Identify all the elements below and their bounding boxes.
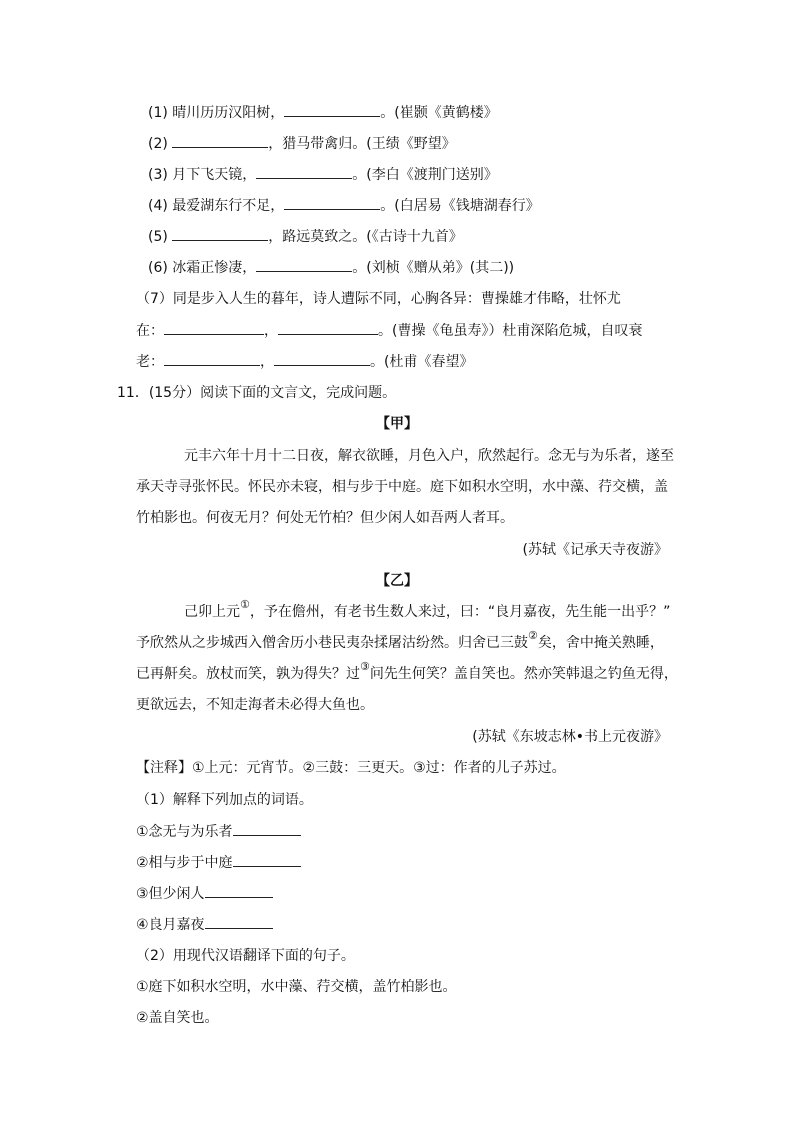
question-11-header: 11．(15分）阅读下面的文言文，完成问题。 xyxy=(117,385,397,401)
poem-item-5: (5) ，路远莫致之。(《古诗十九首》 xyxy=(148,226,463,246)
annotation-notes: 【注释】①上元：元宵节。②三鼓：三更天。③过：作者的儿子苏过。 xyxy=(136,760,566,776)
poem-item-7-line1: （7）同是步入人生的暮年，诗人遭际不同，心胸各异：曹操雄才伟略，壮怀尤 xyxy=(136,291,621,307)
poem-item-1: (1) 晴川历历汉阳树， 。(崔颢《黄鹤楼》 xyxy=(148,102,498,122)
answer-blank[interactable] xyxy=(172,133,268,148)
passage-jia-line: 承天寺寻张怀民。怀民亦未寝，相与步于中庭。庭下如积水空明，水中藻、荇交横，盖 xyxy=(136,479,668,495)
answer-blank[interactable] xyxy=(205,883,273,898)
subquestion-1-title: （1）解释下列加点的词语。 xyxy=(136,792,313,808)
poem-item-3: (3) 月下飞天镜， 。(李白《渡荆门送别》 xyxy=(148,164,498,184)
footnote-marker: ② xyxy=(528,629,538,643)
poem-item-7-line2: 在： ， 。(曹操《龟虽寿》）杜甫深陷危城，自叹衰 xyxy=(136,320,642,340)
passage-jia-line: 竹柏影也。何夜无月？何处无竹柏？但少闲人如吾两人者耳。 xyxy=(136,510,514,526)
answer-blank[interactable] xyxy=(278,320,378,335)
subquestion-1-item: ①念无与为乐者 xyxy=(136,821,301,841)
answer-blank[interactable] xyxy=(274,351,370,366)
answer-blank[interactable] xyxy=(164,351,260,366)
answer-blank[interactable] xyxy=(233,852,301,867)
passage-jia-source: (苏轼《记承天寺夜游》 xyxy=(522,542,668,558)
poem-item-4: (4) 最爱湖东行不足， 。(白居易《钱塘湖春行》 xyxy=(148,195,540,215)
passage-yi-line: 更欲远去，不知走海者未必得大鱼也。 xyxy=(136,697,374,713)
passage-jia-title: 【甲】 xyxy=(376,416,418,432)
passage-yi-title: 【乙】 xyxy=(376,573,418,589)
subquestion-2-item: ②盖自笑也。 xyxy=(136,1010,219,1026)
poem-item-2: (2) ，猎马带禽归。(王绩《野望》 xyxy=(148,133,456,153)
passage-yi-line: 己卯上元①，予在儋州，有老书生数人来过，曰：“良月嘉夜，先生能一出乎？” xyxy=(184,598,671,620)
answer-blank[interactable] xyxy=(164,320,264,335)
subquestion-1-item: ③但少闲人 xyxy=(136,883,273,903)
footnote-marker: ① xyxy=(240,598,250,612)
passage-yi-source: (苏轼《东坡志林•书上元夜游》 xyxy=(472,729,668,745)
answer-blank[interactable] xyxy=(284,195,380,210)
poem-item-7-line3: 老： ， 。(杜甫《春望》 xyxy=(136,351,473,371)
footnote-marker: ③ xyxy=(360,660,370,674)
passage-yi-line: 予欣然从之步城西入僧舍历小巷民夷杂揉屠沽纷然。归舍已三鼓②矣，舍中掩关熟睡， xyxy=(136,629,664,651)
subquestion-1-item: ④良月嘉夜 xyxy=(136,914,273,934)
answer-blank[interactable] xyxy=(256,164,352,179)
answer-blank[interactable] xyxy=(172,226,268,241)
poem-item-6: (6) 冰霜正惨凄， 。(刘桢《赠从弟》(其二)) xyxy=(148,257,514,277)
subquestion-1-item: ②相与步于中庭 xyxy=(136,852,301,872)
answer-blank[interactable] xyxy=(256,257,352,272)
answer-blank[interactable] xyxy=(205,914,273,929)
subquestion-2-item: ①庭下如积水空明，水中藻、荇交横，盖竹柏影也。 xyxy=(136,979,457,995)
answer-blank[interactable] xyxy=(233,821,301,836)
passage-yi-line: 已再鼾矣。放杖而笑，孰为得失？过③问先生何笑？盖自笑也。然亦笑韩退之钓鱼无得， xyxy=(136,660,678,682)
answer-blank[interactable] xyxy=(284,102,380,117)
subquestion-2-title: （2）用现代汉语翻译下面的句子。 xyxy=(136,948,355,964)
passage-jia-line: 元丰六年十月十二日夜，解衣欲睡，月色入户，欣然起行。念无与为乐者，遂至 xyxy=(184,448,674,464)
